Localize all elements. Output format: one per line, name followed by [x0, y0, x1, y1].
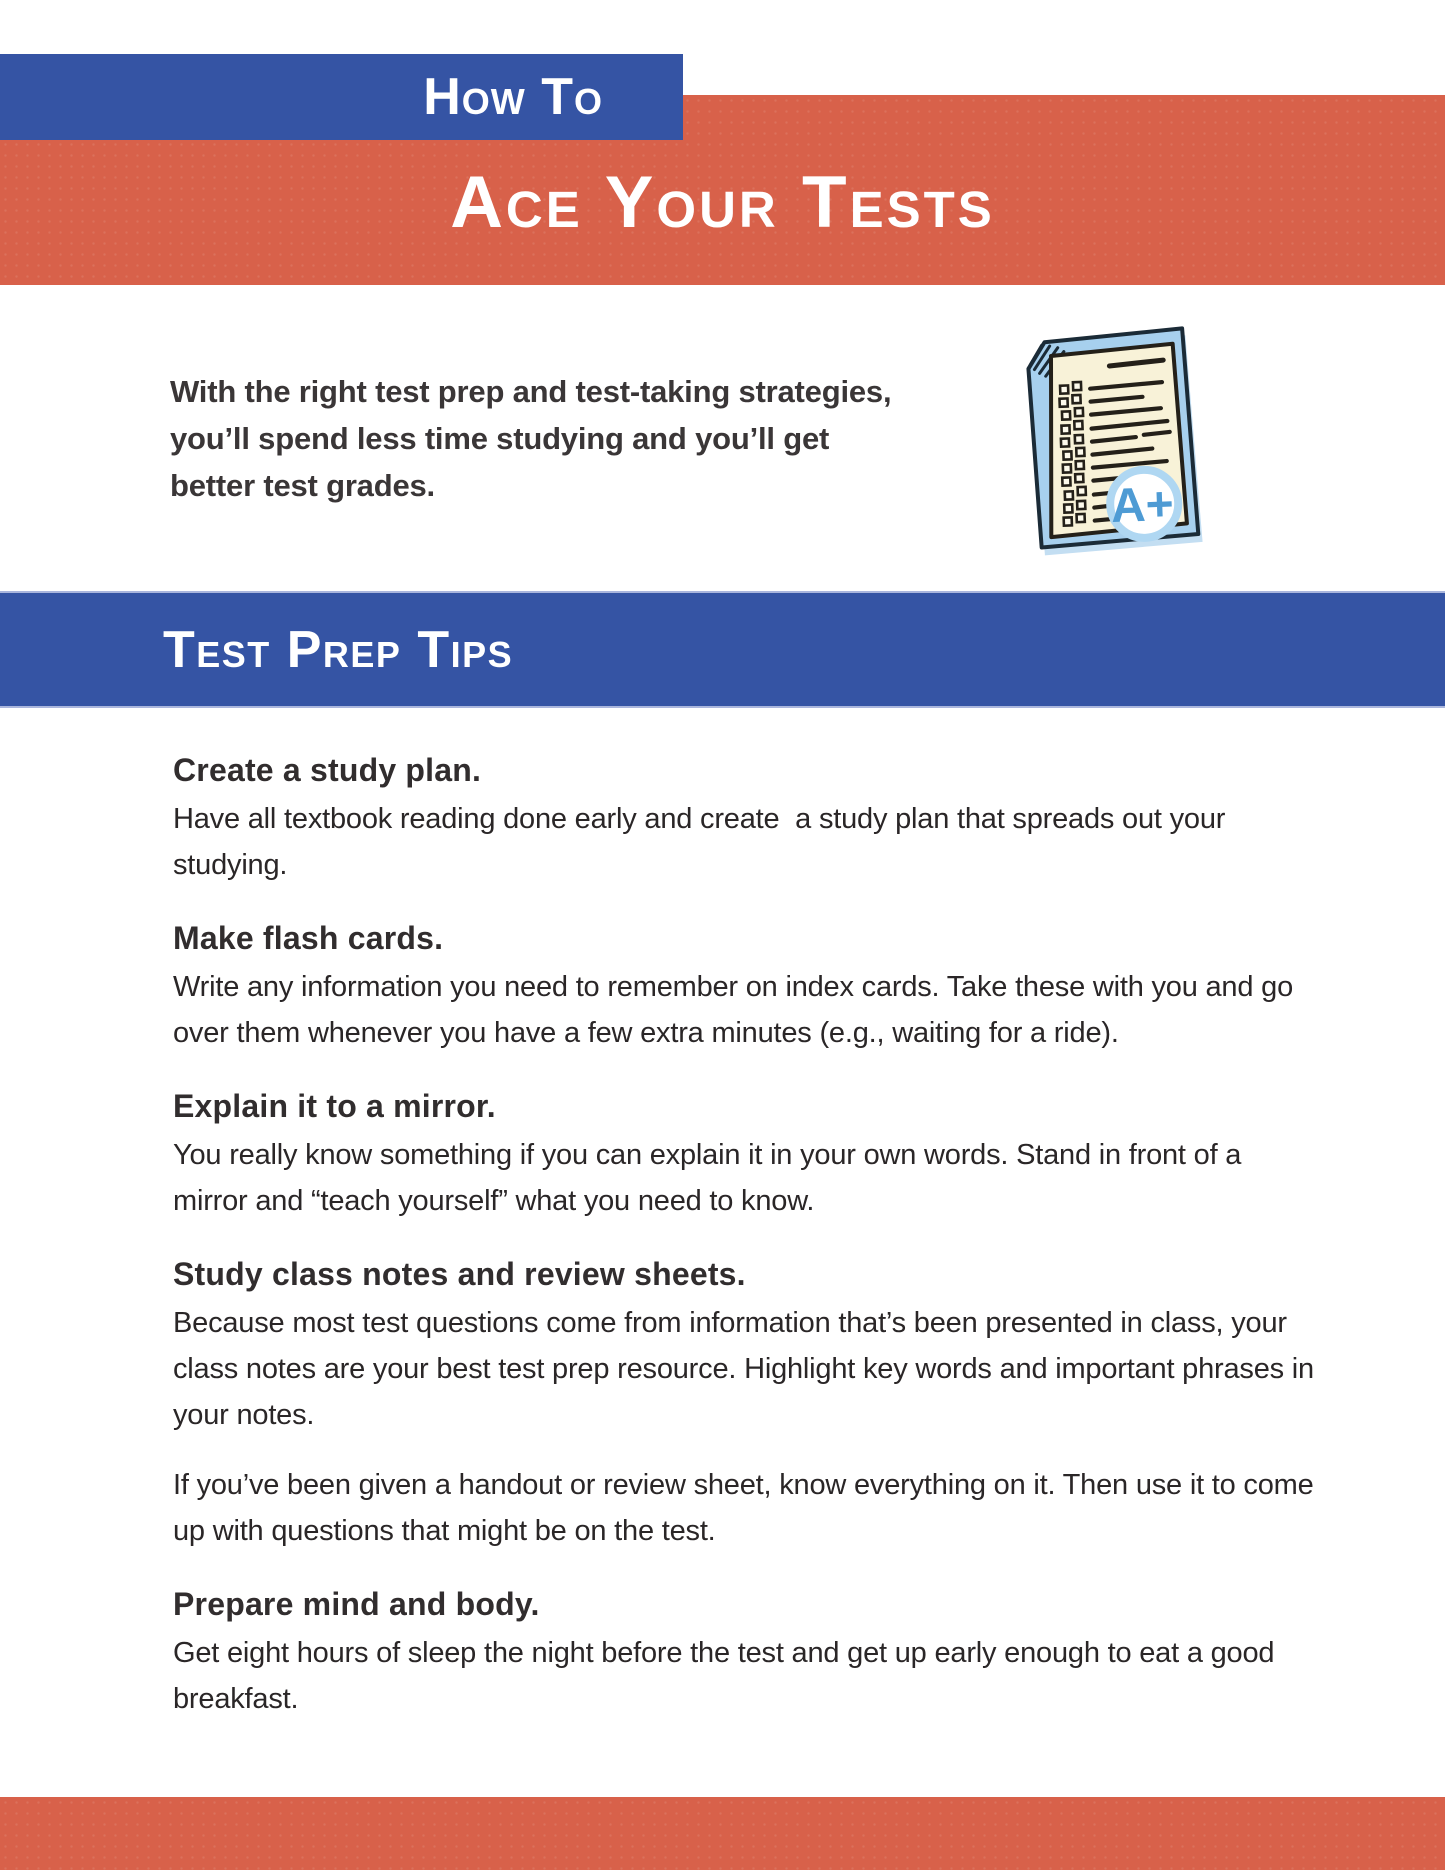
tip-text: Because most test questions come from information that’s been presented in class, your class notes are your best test prep resource. Highlight key words and important phrases in your notes.: [173, 1307, 1322, 1431]
section-banner: [0, 593, 1445, 706]
tip-heading: Study class notes and review sheets.: [173, 1256, 746, 1292]
tip-heading: Create a study plan.: [173, 752, 482, 788]
tip-text: You really know something if you can explain it in your own words. Stand in front of a mirror and “teach yourself” what you need to know.: [173, 1139, 1250, 1217]
kicker-title: How To: [423, 68, 603, 126]
tip-text: If you’ve been given a handout or review sheet, know everything on it. Then use it to come up with questions that might be on the test.: [173, 1469, 1322, 1547]
page-title: Ace Your Tests: [450, 161, 995, 243]
tips-list: [173, 750, 1322, 1752]
a-plus-grade-text: A+: [1110, 477, 1175, 533]
kicker-band: [0, 54, 683, 140]
tip-text: Get eight hours of sleep the night before the test and get up early enough to eat a good breakfast.: [173, 1637, 1283, 1715]
tip-section-mind-and-body: [173, 1584, 1318, 1722]
tip-section-mirror: [173, 1086, 1318, 1224]
tip-heading: Prepare mind and body.: [173, 1586, 540, 1622]
tip-section-study-plan: [173, 750, 1318, 888]
tip-section-class-notes: [173, 1254, 1322, 1554]
intro-line-3: better test grades.: [170, 468, 435, 503]
tip-text: Write any information you need to remember on index cards. Take these with you and go over them whenever you have a few extra minutes (e.g., waiting for a ride).: [173, 971, 1301, 1049]
tip-heading: Explain it to a mirror.: [173, 1088, 496, 1124]
tip-section-flash-cards: [173, 918, 1318, 1056]
intro-line-2: you’ll spend less time studying and you’ll get: [170, 421, 830, 456]
test-paper-icon: [1012, 324, 1208, 558]
footer-band: [0, 1797, 1445, 1870]
intro-line-1: With the right test prep and test-taking strategies,: [170, 374, 892, 409]
section-banner-title: Test Prep Tips: [163, 620, 514, 679]
tip-text: Have all textbook reading done early and create a study plan that spreads out your studying.: [173, 803, 1234, 881]
intro-paragraph: [170, 368, 970, 509]
a-plus-badge: [1109, 469, 1179, 539]
tip-heading: Make flash cards.: [173, 920, 444, 956]
